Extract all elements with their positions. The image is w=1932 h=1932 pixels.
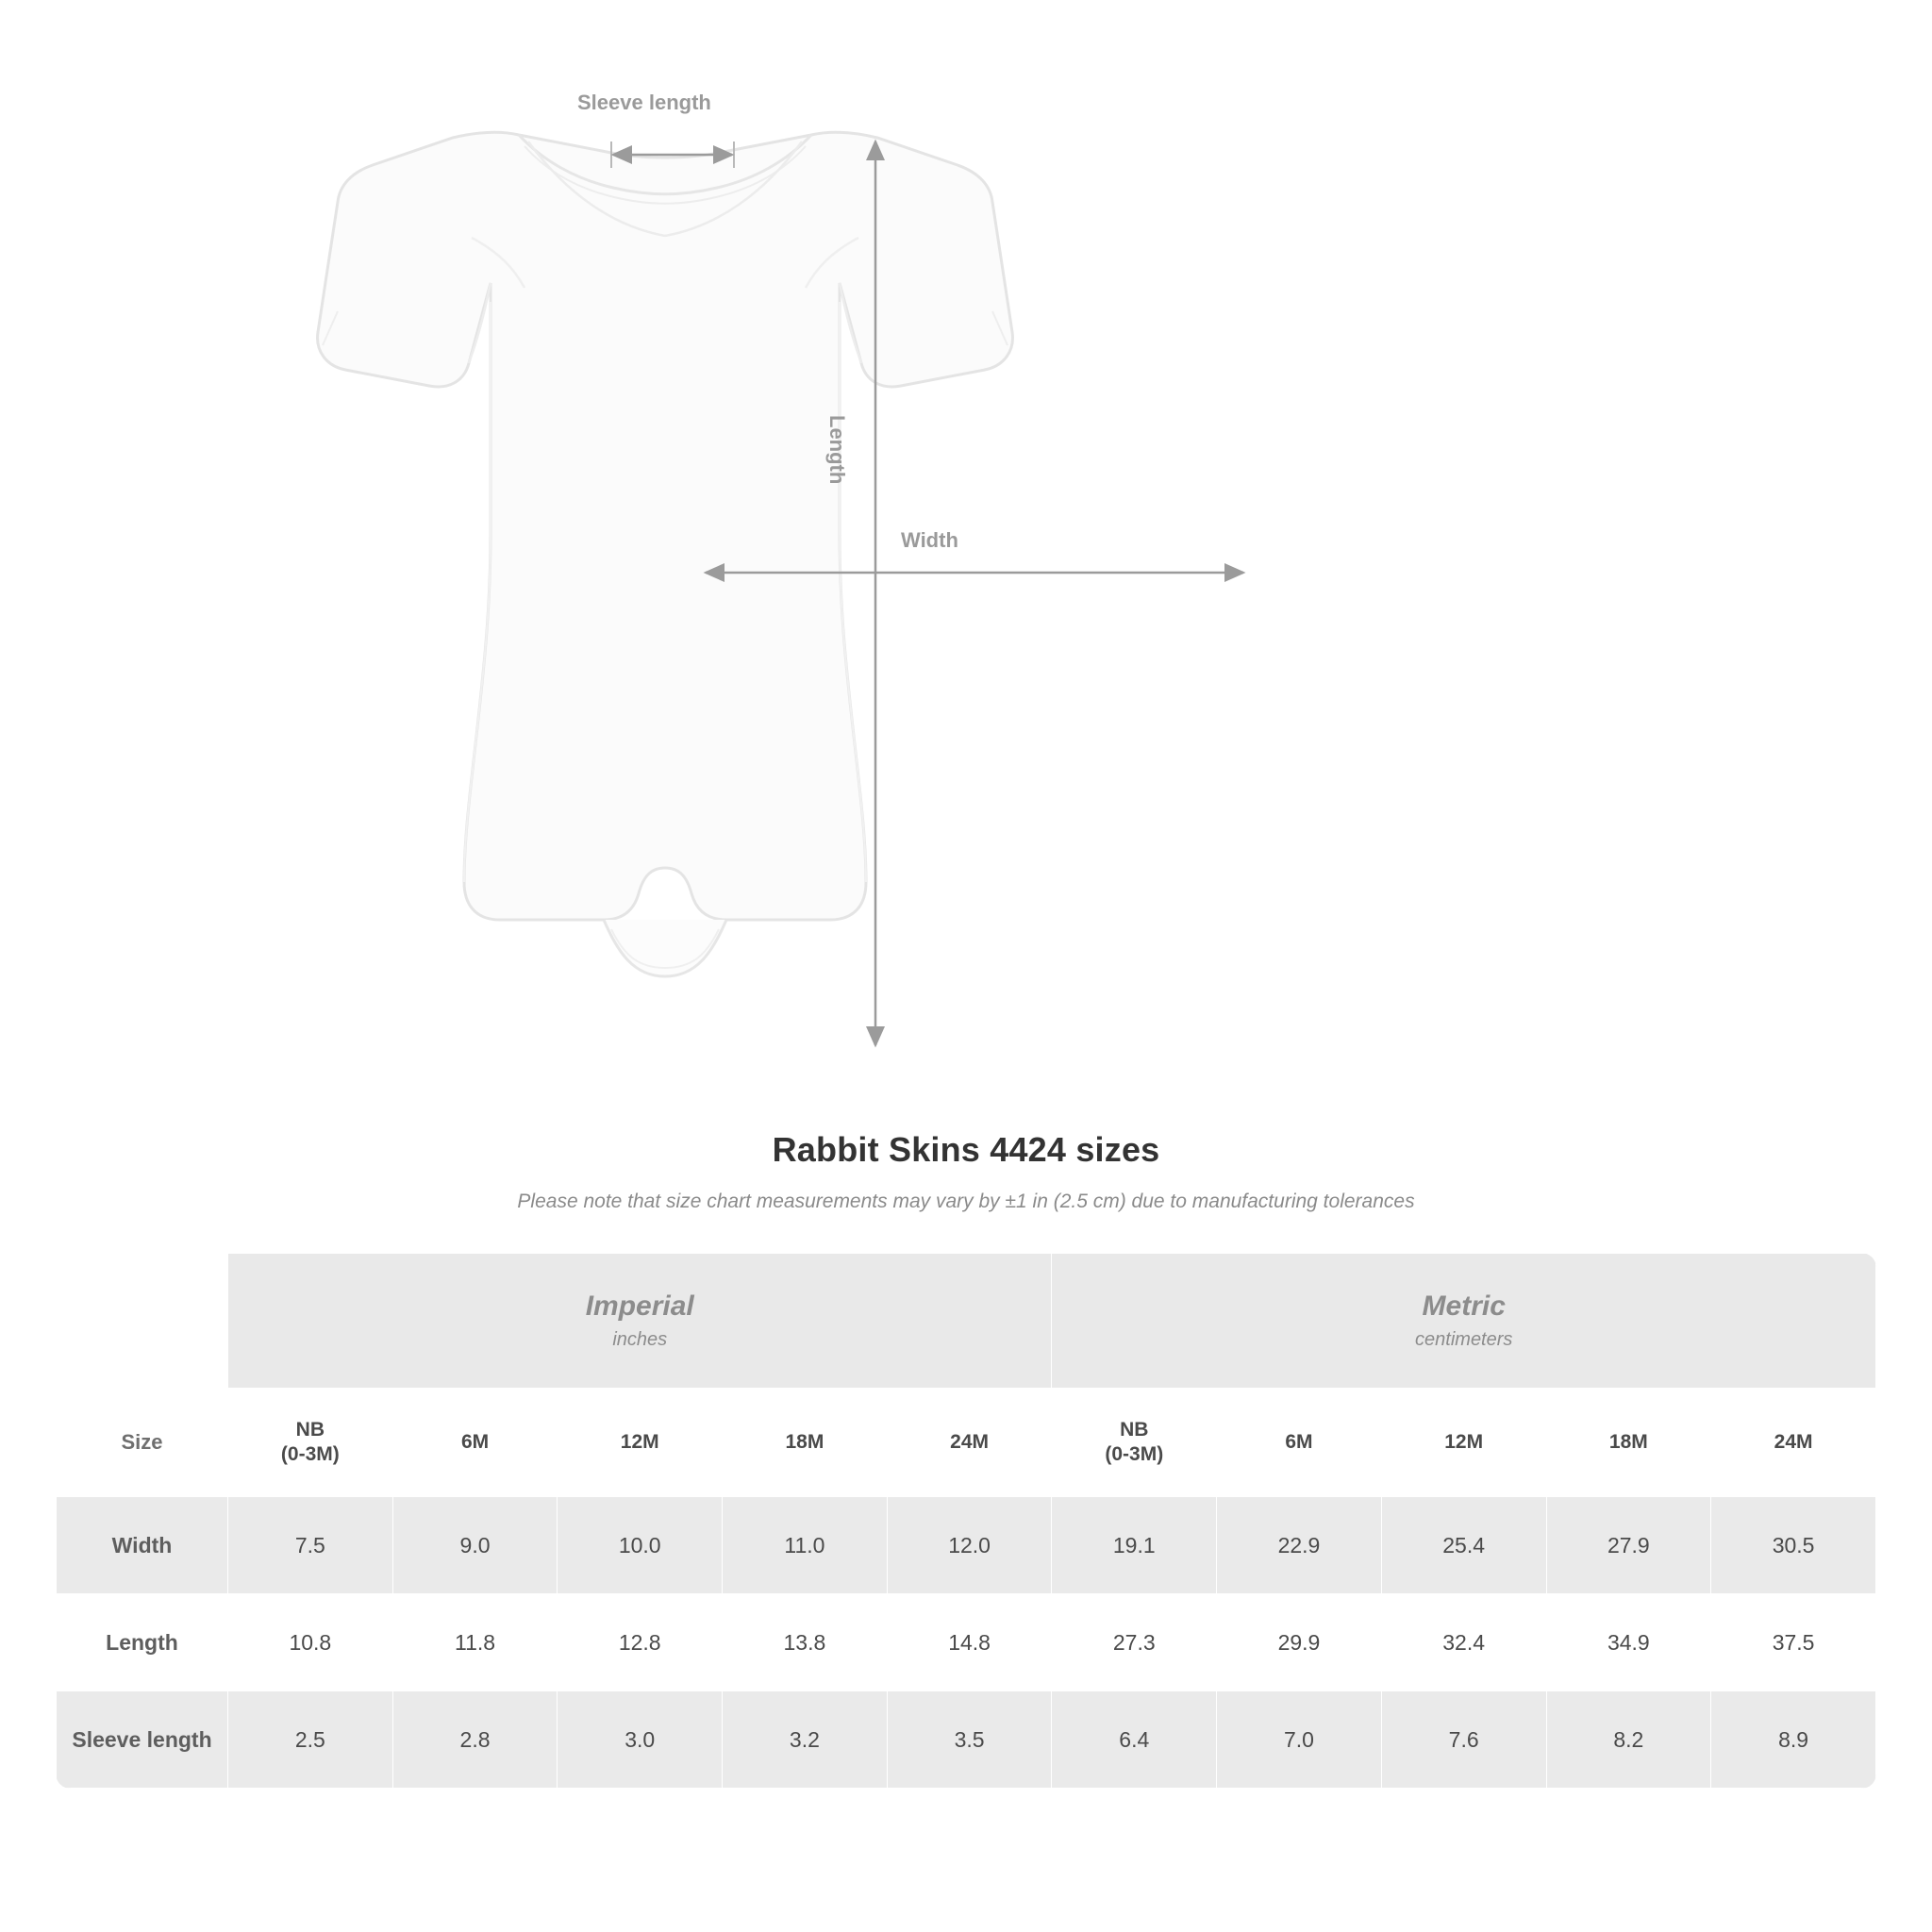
cell-width-4: 12.0	[887, 1497, 1052, 1594]
unit-corner-cell	[57, 1254, 228, 1389]
header-col-5-line1: NB	[1120, 1418, 1149, 1441]
header-col-1	[392, 1389, 558, 1497]
header-col-9	[1711, 1389, 1876, 1497]
size-table-wrap	[56, 1253, 1876, 1789]
row-label-width: Width	[57, 1497, 228, 1594]
cell-sleeve-3: 3.2	[723, 1691, 888, 1789]
header-col-6	[1217, 1389, 1382, 1497]
cell-sleeve-7: 7.6	[1381, 1691, 1546, 1789]
header-col-6-line1: 6M	[1285, 1430, 1313, 1453]
header-col-4-line1: 24M	[950, 1430, 990, 1453]
unit-group-metric	[1052, 1254, 1876, 1389]
header-col-2-line1: 12M	[620, 1430, 659, 1453]
cell-sleeve-4: 3.5	[887, 1691, 1052, 1789]
header-col-7-line1: 12M	[1444, 1430, 1484, 1453]
cell-width-0: 7.5	[228, 1497, 393, 1594]
unit-group-row	[57, 1254, 1876, 1389]
unit-group-metric-sub: centimeters	[1415, 1328, 1513, 1350]
cell-length-7: 32.4	[1381, 1594, 1546, 1691]
length-label: Length	[825, 415, 849, 485]
header-col-8-line1: 18M	[1608, 1430, 1648, 1453]
cell-sleeve-5: 6.4	[1052, 1691, 1217, 1789]
width-label: Width	[901, 528, 958, 552]
cell-length-0: 10.8	[228, 1594, 393, 1691]
header-col-4	[887, 1389, 1052, 1497]
column-header-row	[57, 1389, 1876, 1497]
header-col-0	[228, 1389, 393, 1497]
tolerance-note: Please note that size chart measurements may vary by ±1 in (2.5 cm) due to manufacturing tolerances	[517, 1191, 1415, 1212]
cell-length-8: 34.9	[1546, 1594, 1711, 1691]
cell-width-1: 9.0	[392, 1497, 558, 1594]
cell-length-9: 37.5	[1711, 1594, 1876, 1691]
unit-group-imperial	[228, 1254, 1052, 1389]
header-col-3-line1: 18M	[785, 1430, 824, 1453]
unit-group-imperial-name: Imperial	[585, 1291, 694, 1323]
sleeve-length-label: Sleeve length	[577, 91, 711, 114]
cell-width-3: 11.0	[723, 1497, 888, 1594]
cell-length-2: 12.8	[558, 1594, 723, 1691]
size-table	[56, 1253, 1876, 1789]
cell-length-4: 14.8	[887, 1594, 1052, 1691]
header-col-9-line1: 24M	[1774, 1430, 1813, 1453]
cell-length-6: 29.9	[1217, 1594, 1382, 1691]
cell-length-5: 27.3	[1052, 1594, 1217, 1691]
cell-width-2: 10.0	[558, 1497, 723, 1594]
cell-sleeve-9: 8.9	[1711, 1691, 1876, 1789]
cell-width-5: 19.1	[1052, 1497, 1217, 1594]
unit-group-metric-name: Metric	[1422, 1291, 1506, 1323]
header-col-5-line2: (0-3M)	[1105, 1443, 1164, 1465]
cell-sleeve-8: 8.2	[1546, 1691, 1711, 1789]
header-col-2	[558, 1389, 723, 1497]
header-size: Size	[57, 1389, 228, 1497]
garment-body	[318, 132, 1013, 976]
cell-sleeve-6: 7.0	[1217, 1691, 1382, 1789]
header-col-8	[1546, 1389, 1711, 1497]
cell-sleeve-0: 2.5	[228, 1691, 393, 1789]
header-col-5	[1052, 1389, 1217, 1497]
table-row	[57, 1594, 1876, 1691]
cell-width-6: 22.9	[1217, 1497, 1382, 1594]
page-title: Rabbit Skins 4424 sizes	[772, 1130, 1160, 1169]
unit-group-imperial-sub: inches	[612, 1328, 668, 1350]
cell-length-3: 13.8	[723, 1594, 888, 1691]
header-col-3	[723, 1389, 888, 1497]
cell-width-8: 27.9	[1546, 1497, 1711, 1594]
cell-width-7: 25.4	[1381, 1497, 1546, 1594]
table-row	[57, 1497, 1876, 1594]
cell-sleeve-2: 3.0	[558, 1691, 723, 1789]
table-row	[57, 1691, 1876, 1789]
header-col-7	[1381, 1389, 1546, 1497]
cell-sleeve-1: 2.8	[392, 1691, 558, 1789]
header-col-0-line2: (0-3M)	[280, 1443, 340, 1465]
row-label-length: Length	[57, 1594, 228, 1691]
cell-length-1: 11.8	[392, 1594, 558, 1691]
header-col-1-line1: 6M	[460, 1430, 490, 1453]
cell-width-9: 30.5	[1711, 1497, 1876, 1594]
row-label-sleeve-length: Sleeve length	[57, 1691, 228, 1789]
header-col-0-line1: NB	[295, 1418, 325, 1441]
